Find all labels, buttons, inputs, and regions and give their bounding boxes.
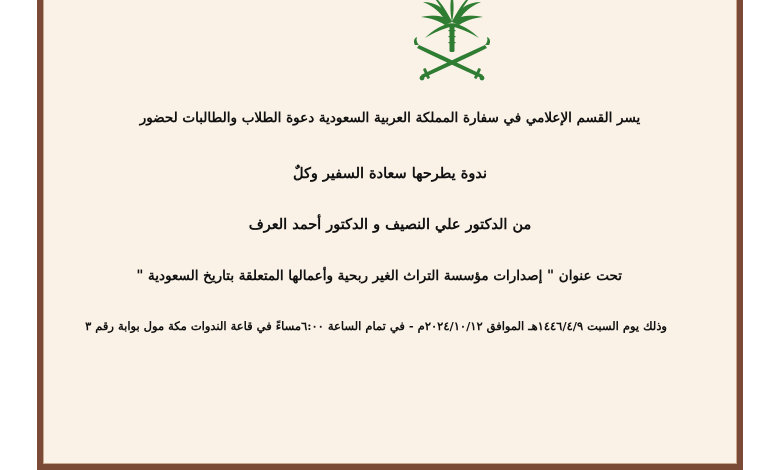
invitation-line-title: تحت عنوان " إصدارات مؤسسة التراث الغير ربحية وأعمالها المتعلقة بتاريخ السعودية " xyxy=(136,268,622,284)
invitation-line-datetime: وذلك يوم السبت ١٤٤٦/٤/٩هـ الموافق ٢٠٢٤/١٠/١٢م - في تمام الساعة ٦:٠٠مساءً في قاعة الندوات مكة مول بوابة رقم ٣ xyxy=(85,319,667,333)
saudi-emblem-icon xyxy=(407,0,497,82)
invitation-line-intro: يسر القسم الإعلامي في سفارة المملكة العربية السعودية دعوة الطلاب والطالبات لحضور xyxy=(139,110,641,126)
invitation-card xyxy=(43,0,737,464)
invitation-line-seminar: ندوة يطرحها سعادة السفير وكلٌ xyxy=(292,165,488,182)
invitation-line-speakers: من الدكتور علي النصيف و الدكتور أحمد العرف xyxy=(248,216,532,233)
